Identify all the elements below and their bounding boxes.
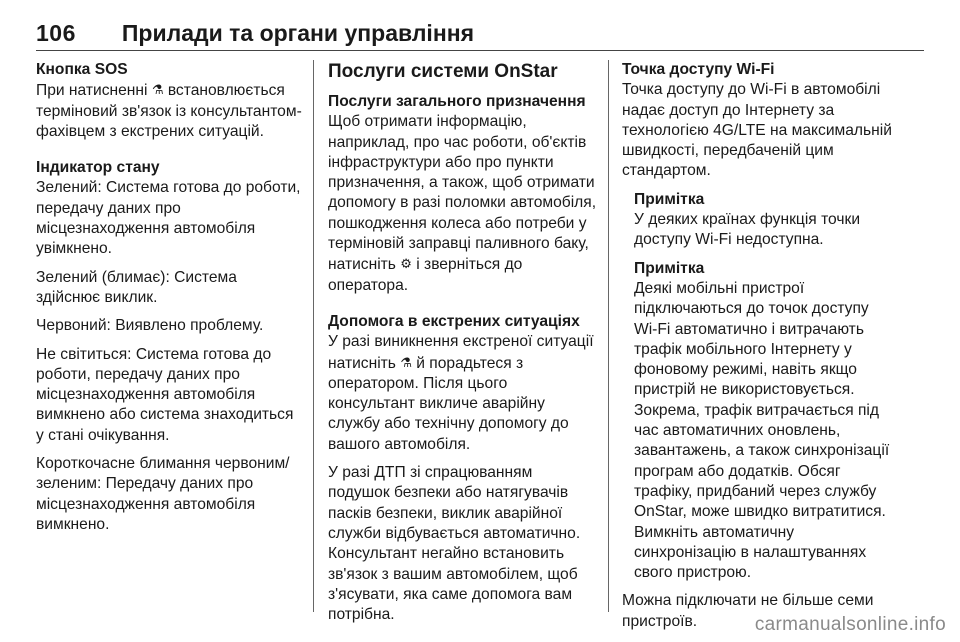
indicator-red: Червоний: Виявлено проблему. [36,317,264,335]
page-header [36,14,924,51]
text-run: і зверніться до оператора. [328,256,523,294]
column-3 [622,60,894,640]
sos-button-heading: Кнопка SOS [36,61,128,78]
general-services-heading: Послуги загального призначення [328,93,586,110]
indicator-green: Зелений: Система готова до роботи, передачу даних про місцезнаходження автомобіля увімкнено. [36,179,301,258]
text-run: Щоб отримати інформацію, наприклад, про час роботи, об'єктів інфраструктури або про пункти призначення, а також, щоб отримати допомогу в разі поломки автомобіля, пошкодження колеса або потреби у терміновій заправці паливного баку, натисніть [328,113,597,274]
onstar-services-heading: Послуги системи OnStar [328,61,558,82]
text-run: У разі виникнення екстреної ситуації натисніть [328,333,594,372]
page-title: Прилади та органи управління [121,20,475,46]
general-services-text [328,112,598,296]
page-number: 106 [36,20,76,46]
column-divider-1 [313,60,314,612]
note-heading: Примітка [634,190,705,208]
column-divider-2 [608,60,609,612]
note-text: Деякі мобільні пристрої підключаються до точок доступу Wi-Fi автоматично і витрачають трафік мобільного Інтернету у фоновому режимі, навіть якщо пристрій не використовується. Зокрема, трафік витрачається під час автоматичних оновлень, завантажень, а також синхронізації програм або додатків. Обсяг трафіку, придбаний через службу OnStar, може швидко витратитися. Вимкніть автоматичну синхронізацію в налаштуваннях свого пристрою. [634,279,890,582]
device-limit-text: Можна підключати не більше семи пристроїв. [622,592,874,630]
column-1 [36,60,304,543]
sos-icon: ⚗ [151,82,164,98]
crash-response-text: У разі ДТП зі спрацюванням подушок безпеки або натягувачів пасків безпеки, виклик аварійної служби відбувається автоматично. Консультант негайно встановить зв'язок з вашим автомобілем, щоб з'ясувати, яка саме допомога вам потрібна. [328,464,581,624]
wifi-hotspot-heading: Точка доступу Wi-Fi [622,61,775,78]
emergency-assistance-text [328,332,598,455]
note-1 [634,190,894,251]
text-run: При натисненні [36,82,152,100]
sos-button-text [36,80,304,142]
onstar-icon: ⚙ [400,256,412,272]
watermark: carmanualsonline.info [754,614,946,635]
emergency-assistance-heading: Допомога в екстрених ситуаціях [328,312,580,330]
sos-icon: ⚗ [400,354,412,370]
indicator-green-blinking: Зелений (блимає): Система здійснює виклик. [36,268,237,306]
note-heading: Примітка [634,259,705,277]
note-2 [634,259,894,584]
wifi-hotspot-text: Точка доступу до Wi-Fi в автомобілі надає доступ до Інтернету за технологією 4G/LTE на максимальній швидкості, передбаченій цим стандартом. [622,81,892,180]
note-text: У деяких країнах функція точки доступу Wi-Fi недоступна. [634,211,861,249]
status-indicator-heading: Індикатор стану [36,159,160,177]
indicator-red-green-blink: Короткочасне блимання червоним/зеленим: Передачу даних про місцезнаходження автомобіля вимкнено. [36,455,290,533]
column-2 [328,60,598,633]
indicator-off: Не світиться: Система готова до роботи, передачу даних про місцезнаходження автомобіля вимкнено або система знаходиться у стані очікування. [36,345,294,444]
text-run: встановлюється терміновий зв'язок із консультантом-фахівцем з екстрених ситуацій. [36,82,302,140]
text-run: й порадьтеся з оператором. Після цього консультант викличе аварійну службу або технічну допомогу до вашого автомобіля. [328,354,569,453]
